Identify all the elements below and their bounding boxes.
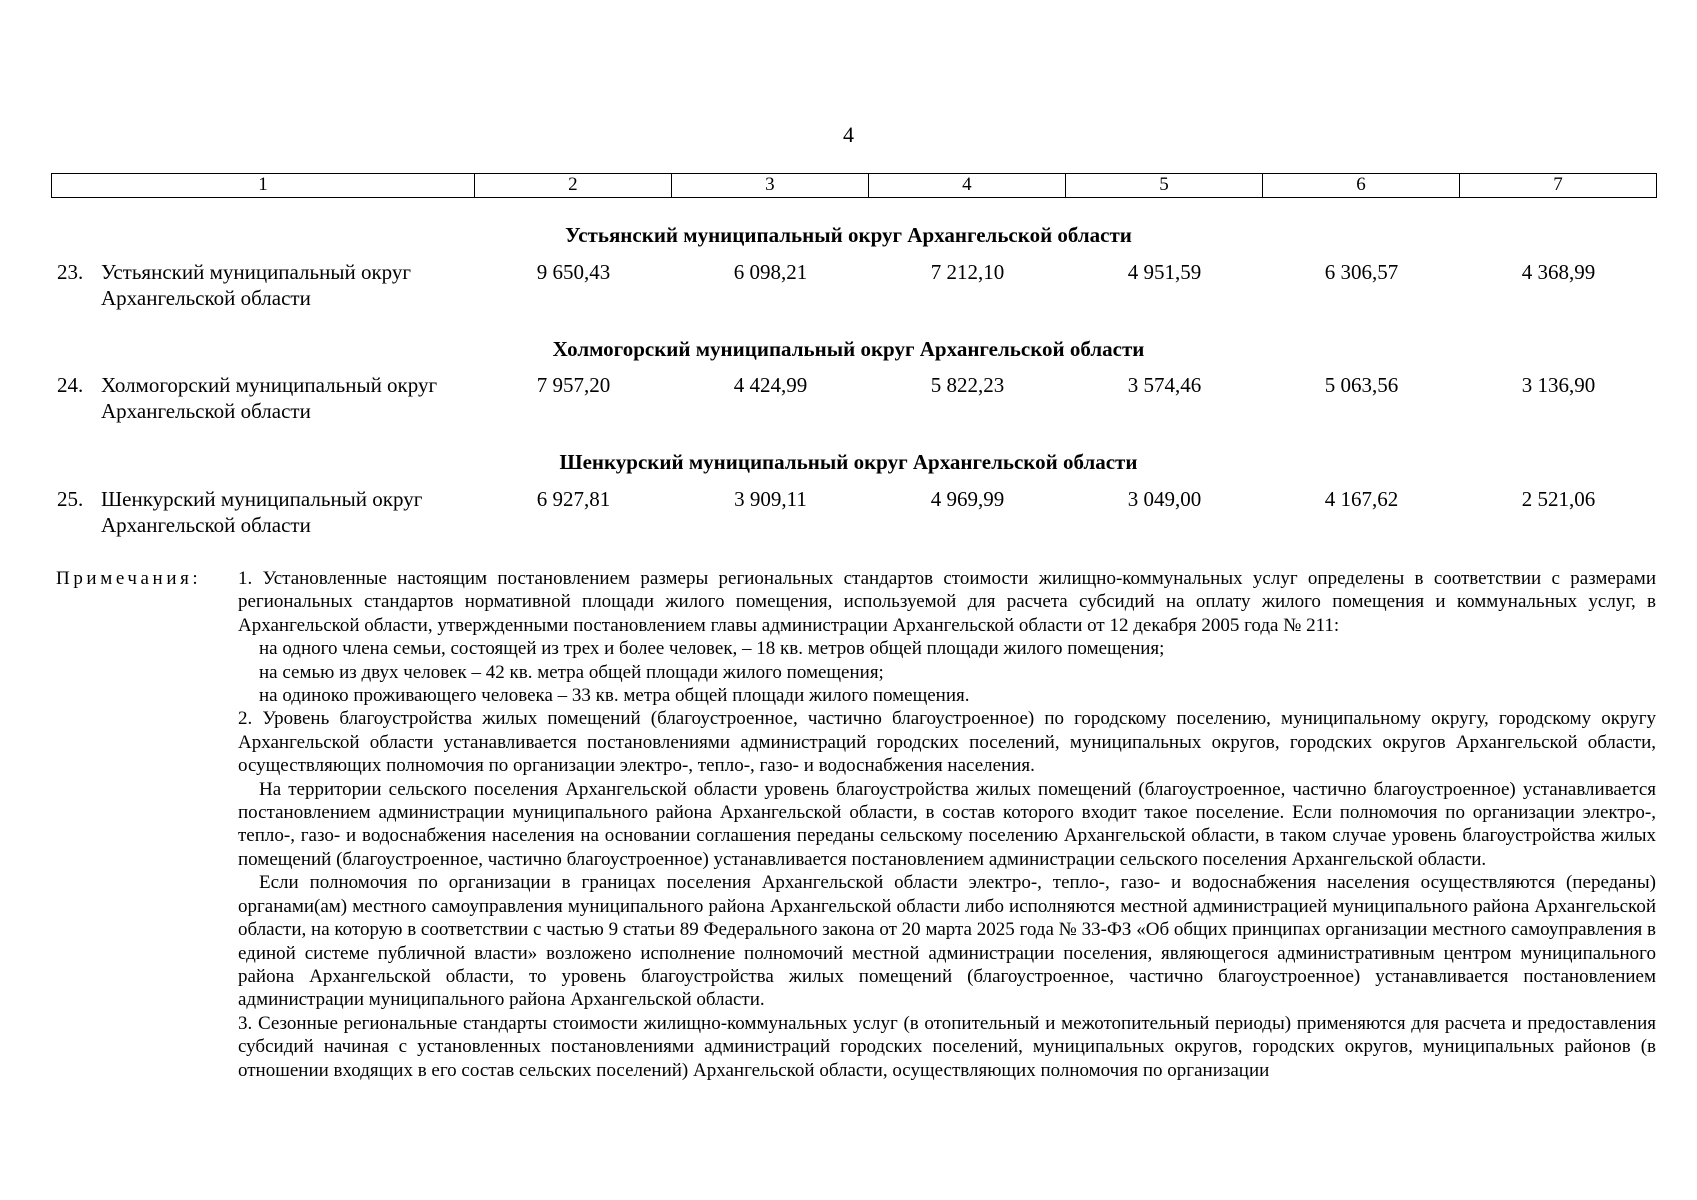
row-value: 4 167,62 (1324, 487, 1399, 511)
row-value: 4 951,59 (1127, 260, 1202, 284)
row-value: 6 927,81 (536, 487, 611, 511)
note-paragraph: 3. Сезонные региональные стандарты стоимости жилищно-коммунальных услуг (в отопительный и межотопительный периоды) применяются для расчета и предоставления субсидий начиная с установленных постановлениями администраций городских поселений, муниципальных округов, городских округов, муниципальных районов (в отношении входящих в его состав сельских поселений) Архангельской области, осуществляющих полномочия по организации (238, 1012, 1656, 1081)
note-subitem: на одиноко проживающего человека – 33 кв. метра общей площади жилого помещения. (259, 685, 970, 707)
row-name-line: Архангельской области (101, 286, 311, 310)
row-name-line: Устьянский муниципальный округ (101, 260, 411, 284)
row-value: 6 306,57 (1324, 260, 1399, 284)
section-title: Холмогорский муниципальный округ Архангельской области (552, 337, 1145, 361)
row-value: 3 909,11 (734, 487, 807, 511)
table-column-header (51, 173, 1657, 198)
section-title: Устьянский муниципальный округ Архангельской области (565, 223, 1132, 247)
note-subitem: на семью из двух человек – 42 кв. метра общей площади жилого помещения; (259, 661, 884, 683)
row-name-line: Шенкурский муниципальный округ (101, 487, 423, 511)
row-value: 5 063,56 (1324, 373, 1399, 397)
row-value: 4 424,99 (733, 373, 808, 397)
column-number-3: 3 (672, 174, 869, 197)
row-value: 5 822,23 (930, 373, 1005, 397)
row-number: 23. (57, 260, 84, 284)
note-subitem: на одного члена семьи, состоящей из трех и более человек, – 18 кв. метров общей площади жилого помещения; (259, 638, 1165, 660)
page-number: 4 (843, 122, 854, 147)
table-row (51, 372, 1657, 424)
row-name (101, 486, 491, 538)
column-number-4: 4 (869, 174, 1066, 197)
note-paragraph: 2. Уровень благоустройства жилых помещений (благоустроенное, частично благоустроенное) по городскому поселению, муниципальному округу, городскому округу Архангельской области устанавливается постановлениями администраций городских поселений, муниципальных округов, городских округов Архангельской области, осуществляющих полномочия по организации электро-, тепло-, газо- и водоснабжения населения. (238, 708, 1656, 777)
row-value: 9 650,43 (536, 260, 611, 284)
row-name (101, 372, 491, 424)
table-row (51, 259, 1657, 311)
column-number-1: 1 (52, 174, 475, 197)
row-value: 2 521,06 (1521, 487, 1596, 511)
note-paragraph: 1. Установленные настоящим постановлением размеры региональных стандартов стоимости жилищно-коммунальных услуг определены в соответствии с размерами региональных стандартов нормативной площади жилого помещения, используемой для расчета субсидий на оплату жилого помещения и коммунальных услуг, в Архангельской области, утвержденными постановлением главы администрации Архангельской области от 12 декабря 2005 года № 211: (238, 568, 1656, 636)
row-value: 6 098,21 (733, 260, 808, 284)
section-title: Шенкурский муниципальный округ Архангельской области (559, 450, 1138, 474)
row-name-line: Архангельской области (101, 513, 311, 537)
row-number: 25. (57, 487, 84, 511)
row-value: 3 574,46 (1127, 373, 1202, 397)
row-value: 3 136,90 (1521, 373, 1596, 397)
row-value: 4 969,99 (930, 487, 1005, 511)
row-value: 7 957,20 (536, 373, 611, 397)
notes-body (238, 567, 1656, 1082)
row-value: 7 212,10 (930, 260, 1005, 284)
row-number: 24. (57, 373, 84, 397)
row-name-line: Архангельской области (101, 399, 311, 423)
row-value: 3 049,00 (1127, 487, 1202, 511)
table-row (51, 486, 1657, 538)
row-name (101, 259, 491, 311)
row-name-line: Холмогорский муниципальный округ (101, 373, 438, 397)
column-number-6: 6 (1263, 174, 1460, 197)
column-number-2: 2 (475, 174, 672, 197)
note-paragraph: На территории сельского поселения Архангельской области уровень благоустройства жилых помещений (благоустроенное, частично благоустроенное) устанавливается постановлением администрации муниципального района Архангельской области, в состав которого входит такое поселение. Если полномочия по организации электро-, тепло-, газо- и водоснабжения населения на основании соглашения переданы сельскому поселению Архангельской области, в таком случае уровень благоустройства жилых помещений (благоустроенное, частично благоустроенное) устанавливается постановлением администрации сельского поселения Архангельской области. (238, 778, 1656, 870)
column-number-7: 7 (1553, 174, 1563, 195)
row-value: 4 368,99 (1521, 260, 1596, 284)
note-paragraph: Если полномочия по организации в границах поселения Архангельской области электро-, тепло-, газо- и водоснабжения населения осуществляются (переданы) органами(ам) местного самоуправления муниципального района Архангельской области либо исполняются местной администрацией муниципального района Архангельской области, на которую в соответствии с частью 9 статьи 89 Федерального закона от 20 марта 2025 года № 33-ФЗ «Об общих принципах организации местного самоуправления в единой системе публичной власти» возложено исполнение полномочий местной администрации поселения, являющегося административным центром муниципального района Архангельской области, то уровень благоустройства жилых помещений (благоустроенное, частично благоустроенное) устанавливается постановлением администрации муниципального района Архангельской области. (238, 872, 1656, 1011)
notes-label: Примечания: (56, 568, 202, 589)
column-number-5: 5 (1066, 174, 1263, 197)
